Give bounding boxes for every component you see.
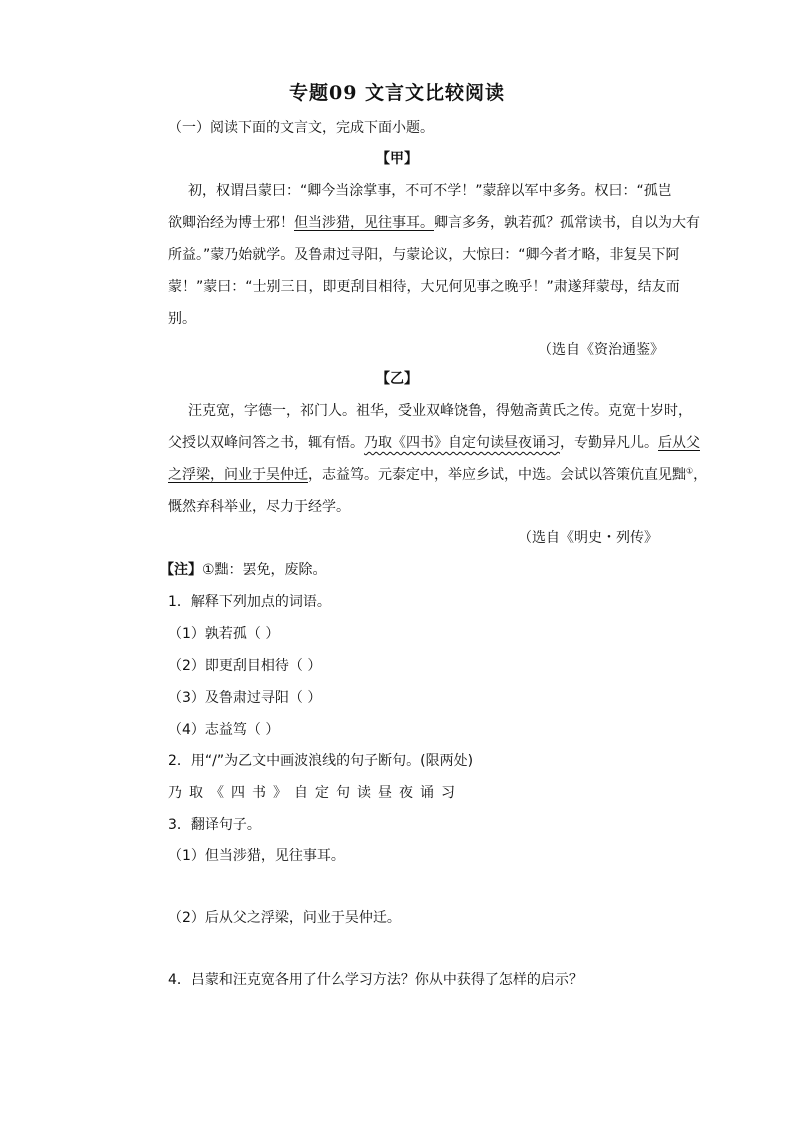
passage-b-line-3 <box>168 465 707 485</box>
question-3-prompt: 3．翻译句子。 <box>168 817 261 833</box>
passage-a-line-5: 别。 <box>168 311 196 327</box>
passage-b-text: ， <box>693 467 708 483</box>
page-title: 专题09 文言文比较阅读 <box>288 82 506 104</box>
underlined-sentence: 但当涉猎，见往事耳。 <box>294 215 434 231</box>
question-4-prompt: 4．吕蒙和汪克宽各用了什么学习方法？你从中获得了怎样的启示？ <box>168 972 583 988</box>
passage-a-text: 卿言多务，孰若孤？孤常读书，自以为大有 <box>434 215 700 231</box>
underlined-sentence: 后从父 <box>658 435 700 451</box>
passage-a-line-4: 蒙！”蒙曰：“士别三日，即更刮目相待，大兄何见事之晚乎！”肃遂拜蒙母，结友而 <box>168 279 680 295</box>
passage-a-heading: 【甲】 <box>376 151 418 167</box>
passage-b-text: 父授以双峰问答之书，辄有悟。 <box>168 435 364 451</box>
note-text: ①黜：罢免，废除。 <box>202 562 327 578</box>
wavy-underlined-sentence: 乃取《四书》自定句读昼夜诵习 <box>364 435 560 451</box>
footnote-marker: ① <box>686 466 694 476</box>
question-1-prompt: 1．解释下列加点的词语。 <box>168 594 331 610</box>
question-3-item: （2）后从父之浮梁，问业于吴仲迁。 <box>168 910 401 926</box>
passage-b-source: （选自《明史・列传》 <box>518 530 658 546</box>
passage-a-line-2 <box>168 213 700 233</box>
passage-a-source: （选自《资治通鉴》 <box>538 342 664 358</box>
question-2-prompt: 2．用“/”为乙文中画波浪线的句子断句。(限两处) <box>168 753 474 769</box>
question-1-item: （4）志益笃（ ） <box>168 722 280 738</box>
note <box>160 560 327 580</box>
question-3-item: （1）但当涉猎，见往事耳。 <box>168 848 345 864</box>
passage-b-line-1: 汪克宽，字德一，祁门人。祖华，受业双峰饶鲁，得勉斋黄氏之传。克宽十岁时， <box>188 403 692 419</box>
note-label: 【注】 <box>160 562 202 578</box>
passage-b-line-2 <box>168 433 700 453</box>
underlined-sentence: 之浮梁，问业于吴仲迁 <box>168 467 308 483</box>
passage-a-line-1: 初，权谓吕蒙曰：“卿今当涂掌事，不可不学！”蒙辞以军中多务。权曰：“孤岂 <box>188 183 672 199</box>
question-1-item: （1）孰若孤（ ） <box>168 626 280 642</box>
passage-b-line-4: 慨然弃科举业，尽力于经学。 <box>168 499 350 515</box>
section-intro: （一）阅读下面的文言文，完成下面小题。 <box>168 120 434 136</box>
passage-b-heading: 【乙】 <box>376 371 418 387</box>
passage-b-text: ，志益笃。元泰定中，举应乡试，中选。会试以答策伉直见黜 <box>308 467 686 483</box>
passage-b-text: ，专勤异凡儿。 <box>560 435 658 451</box>
question-1-item: （2）即更刮目相待（ ） <box>168 658 322 674</box>
question-2-sentence: 乃取《四书》自定句读昼夜诵习 <box>168 785 462 801</box>
passage-a-text: 欲卿治经为博士邪！ <box>168 215 294 231</box>
question-1-item: （3）及鲁肃过寻阳（ ） <box>168 690 322 706</box>
passage-a-line-3: 所益。”蒙乃始就学。及鲁肃过寻阳，与蒙论议，大惊曰：“卿今者才略，非复吴下阿 <box>168 247 680 263</box>
